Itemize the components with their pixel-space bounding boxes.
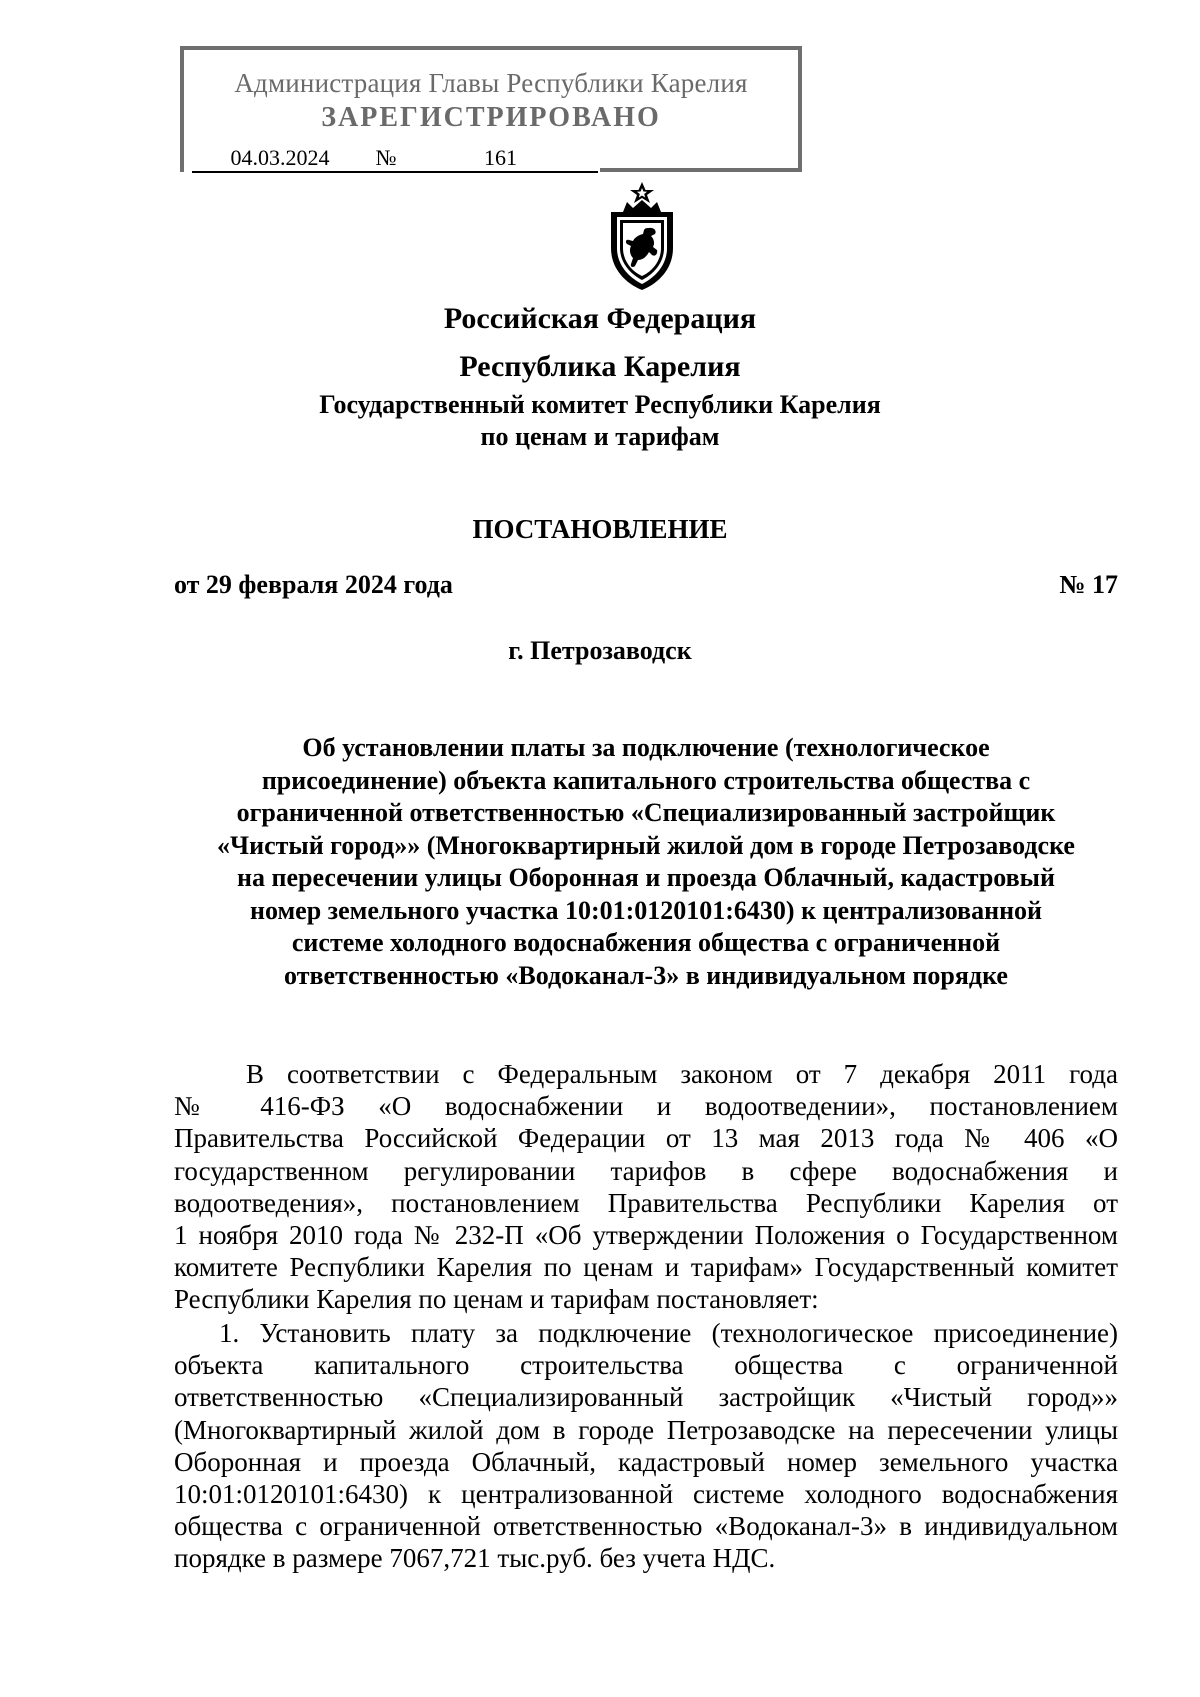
body-line: В соответствии с Федеральным законом от 7 декабря 2011 года xyxy=(246,1059,1118,1089)
body-line: 10:01:0120101:6430) к централизованной системе холодного водоснабжения xyxy=(174,1479,1118,1510)
title-line: Об установлении платы за подключение (технологическое xyxy=(302,733,990,762)
body-line: 1. Установить плату за подключение (технологическое присоединение) xyxy=(219,1318,1118,1348)
header-country: Российская Федерация xyxy=(443,302,757,335)
karelia-coat-of-arms-icon xyxy=(597,180,687,292)
stamp-organization: Администрация Главы Республики Карелия xyxy=(234,68,748,98)
stamp-border xyxy=(600,168,802,172)
body-line: порядке в размере 7067,721 тыс.руб. без учета НДС. xyxy=(174,1543,776,1574)
body-line: государственном регулировании тарифов в сфере водоснабжения и xyxy=(174,1155,1118,1186)
document-date: от 29 февраля 2024 года xyxy=(174,570,453,599)
title-line: ответственностью «Водоканал-3» в индивидуальном порядке xyxy=(284,960,1008,990)
header-region: Республика Карелия xyxy=(459,350,741,383)
stamp-date: 04.03.2024 xyxy=(192,145,368,173)
body-line: общества с ограниченной ответственностью «Водоканал-3» в индивидуальном xyxy=(174,1511,1118,1542)
body-line: Оборонная и проезда Облачный, кадастровый номер земельного участка xyxy=(174,1446,1118,1477)
title-line: ограниченной ответственностью «Специализированный застройщик xyxy=(236,798,1056,827)
body-line: ответственностью «Специализированный застройщик «Чистый город»» xyxy=(174,1382,1118,1413)
body-line: комитете Республики Карелия по ценам и тарифам» Государственный комитет xyxy=(174,1252,1118,1283)
document-city: г. Петрозаводск xyxy=(508,636,692,665)
header-committee: Государственный комитет Республики Карелия xyxy=(319,390,881,419)
title-line: присоединение) объекта капитального строительства общества с xyxy=(261,765,1031,795)
document-number: № 17 xyxy=(1059,570,1118,599)
document-type: ПОСТАНОВЛЕНИЕ xyxy=(472,514,728,544)
body-paragraph-clause-1 xyxy=(174,1317,1118,1575)
stamp-status: ЗАРЕГИСТРИРОВАНО xyxy=(321,102,661,133)
title-line: системе холодного водоснабжения общества с ограниченной xyxy=(291,928,1001,957)
title-line: номер земельного участка 10:01:0120101:6430) к централизованной xyxy=(249,895,1043,925)
stamp-number: 161 xyxy=(404,145,598,173)
stamp-number-sign: № xyxy=(368,145,404,173)
body-line: (Многоквартирный жилой дом в городе Петрозаводске на пересечении улицы xyxy=(174,1414,1118,1445)
body-line: № 416-ФЗ «О водоснабжении и водоотведении», постановлением xyxy=(174,1091,1118,1122)
body-paragraph-preamble xyxy=(174,1058,1118,1316)
body-line: 1 ноября 2010 года № 232-П «Об утверждении Положения о Государственном xyxy=(174,1220,1118,1251)
title-line: «Чистый город»» (Многоквартирный жилой дом в городе Петрозаводске xyxy=(217,830,1075,860)
header-committee-line2: по ценам и тарифам xyxy=(480,422,720,451)
body-line: Республики Карелия по ценам и тарифам постановляет: xyxy=(174,1284,819,1315)
body-line: объекта капитального строительства общества с ограниченной xyxy=(174,1350,1118,1381)
document-title xyxy=(174,732,1118,992)
title-line: на пересечении улицы Оборонная и проезда Облачный, кадастровый xyxy=(237,863,1055,892)
body-line: водоотведения», постановлением Правительства Республики Карелия от xyxy=(174,1187,1118,1218)
body-line: Правительства Российской Федерации от 13 мая 2013 года № 406 «О xyxy=(174,1123,1118,1154)
